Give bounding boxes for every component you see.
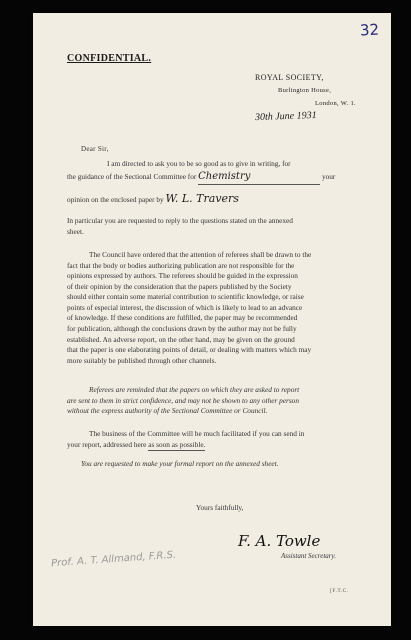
formal-report-note: You are requested to make your formal report on the annexed sheet. xyxy=(81,459,279,468)
council-paragraph: The Council have ordered that the attention of referees shall be drawn to the fact that the body or bodies authorizing publication are not responsible for the opinions expressed by authors. The referees should be guided in the expression of their opinion by the consideration that the papers published by the Society should either contain some material contribution to scientific knowledge, or raise points of especial interest, the discussion of which is likely to lead to an advance of knowledge. If these conditions are fulfilled, the paper may be recommended for publication, although the conclusions drawn by the author may not be fully established. An adverse report, on the other hand, may be given on the ground that the paper is one elaborating points of detail, or dealing with matters which may more suitably be published through other channels. xyxy=(67,250,312,365)
intro-line-1: I am directed to ask you to be so good as to give in writing, for xyxy=(107,159,291,168)
address-line-2: Burlington House, xyxy=(278,87,332,94)
handwritten-date: 30th June 1931 xyxy=(254,109,317,124)
intro-line-2: the guidance of the Sectional Committee for Chemistry your xyxy=(67,170,357,186)
letter-sheet xyxy=(33,13,391,626)
intro-line-3: opinion on the enclosed paper by W. L. Travers xyxy=(67,192,239,206)
closing: Yours faithfully, xyxy=(196,503,244,512)
page-number: 32 xyxy=(359,20,380,40)
address-line-3: London, W. 1. xyxy=(315,100,356,107)
signature: F. A. Towle xyxy=(238,532,321,550)
business-paragraph: The business of the Committee will be much facilitated if you can send in your report, addressed here as soon as possible. xyxy=(67,429,357,451)
deadline-underlined: as soon as possible. xyxy=(148,440,205,452)
committee-field: Chemistry xyxy=(198,170,320,186)
intro-paragraph xyxy=(67,159,357,207)
author-field: W. L. Travers xyxy=(165,192,239,206)
questions-paragraph: In particular you are requested to reply to the questions stated on the annexed sheet. xyxy=(67,216,293,236)
address-line-1: ROYAL SOCIETY, xyxy=(255,73,324,82)
salutation: Dear Sir, xyxy=(81,145,109,153)
typist-initials: [F.T.C. xyxy=(330,588,349,594)
confidentiality-paragraph: Referees are reminded that the papers on which they are asked to report are sent to them in strict confidence, and may not be shown to any other person without the express authority of the Sectional Committee or Council. xyxy=(67,385,300,416)
confidential-heading: CONFIDENTIAL. xyxy=(67,53,152,64)
signature-title: Assistant Secretary. xyxy=(281,552,336,560)
pencil-annotation: Prof. A. T. Allmand, F.R.S. xyxy=(50,549,177,570)
